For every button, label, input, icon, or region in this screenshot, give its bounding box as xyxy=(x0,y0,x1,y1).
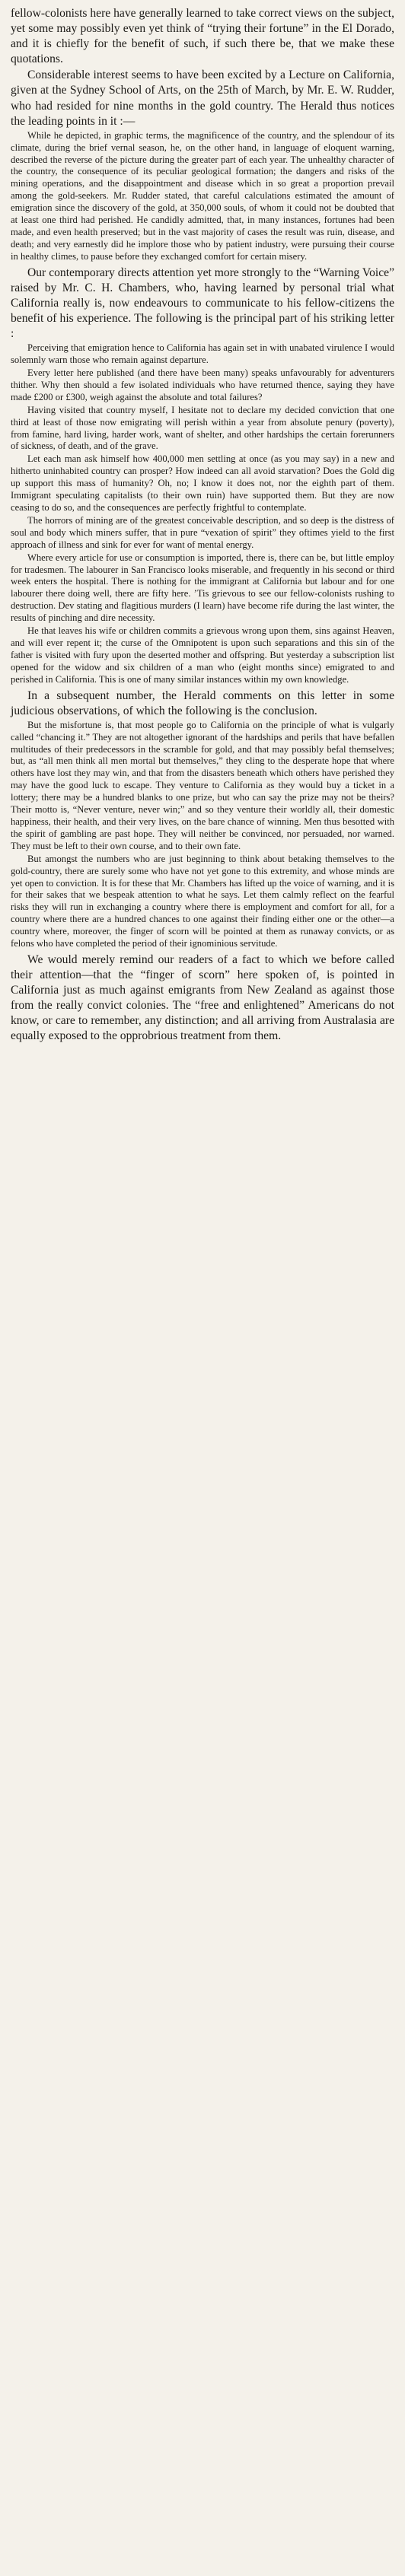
quoted-paragraph-letter-5: The horrors of mining are of the greatest conceivable description, and so deep is the distress of soul and body which miners suffer, that in pure “vexation of spirit” they oftimes yield to the first approach of illness and sink for ever for want of mental energy. xyxy=(11,514,394,550)
quoted-paragraph-letter-6: Where every article for use or consumption is imported, there is, there can be, but little employ for tradesmen. The labourer in San Francisco looks miserable, and frequently in his second or third week enters the hospital. There is nothing for the immigrant at California but labour and for one labourer there doing well, there are fifty here. ’Tis grievous to see our fellow-colonists rushing to destruction. Dev stating and flagitious murders (I learn) have become rife during the last winter, the results of pinching and dire necessity. xyxy=(11,552,394,624)
quoted-paragraph-herald-2: But amongst the numbers who are just beginning to think about betaking themselves to the gold-country, there are surely some who have not yet gone to this extremity, and whose minds are yet open to conviction. It is for these that Mr. Chambers has lifted up the voice of warning, and it is for their sakes that we bespeak attention to what he says. Let them calmly reflect on the fearful risks they will run in exchanging a country where there is employment and comfort for all, for a country where there are a hundred chances to one against their finding either one or the other—a country where, moreover, the finger of scorn will be pointed at them as runaway convicts, or as felons who have completed the period of their ignominious servitude. xyxy=(11,853,394,949)
quoted-paragraph-letter-3: Having visited that country myself, I hesitate not to declare my decided conviction that one third at least of those now emigrating will perish within a year from absolute penury (poverty), from famine, hard living, harder work, want of shelter, and other hardships the certain forerunners of sickness, of death, and of the grave. xyxy=(11,404,394,452)
quoted-paragraph-lecture: While he depicted, in graphic terms, the magnificence of the country, and the splendour of its climate, during the brief vernal season, he, on the other hand, in language of eloquent warning, described the reverse of the picture during the greater part of each year. The unhealthy character of the country, the consequence of its peculiar geological formation; the dangers and risks of the mining operations, and the disappointment and disease which in so great a proportion prevail among the gold-seekers. Mr. Rudder stated, that careful calculations estimated the amount of emigration since the discovery of the gold, at 350,000 souls, of whom it could not be doubted that at least one third had perished. He candidly admitted, that, in many instances, fortunes had been made, and even health preserved; but in the vast majority of cases the result was ruin, disease, and death; and very earnestly did he implore those who by patient industry, were pursuing their course in healthy climes, to pause before they exchanged comfort for certain misery. xyxy=(11,129,394,262)
paragraph-conclusion: We would merely remind our readers of a fact to which we before called their attention—that the “finger of scorn” here spoken of, is pointed in California just as much against emigrants from New Zealand as against those from the really convict colonies. The “free and enlightened” Americans do not know, or care to remember, any distinction; and all arriving from Australasia are equally exposed to the opprobrious treatment from them. xyxy=(11,952,394,1043)
quoted-paragraph-letter-4: Let each man ask himself how 400,000 men settling at once (as you may say) in a new and hitherto uninhabited country can prosper? How indeed can all avoid starvation? Does the Gold dig up support this mass of humanity? Oh, no; I know it does not, nor the eighth part of them. Immigrant speculating capitalists (to their own ruin) have supported them. But they are now ceasing to do so, and the consequences are perfectly frightful to contemplate. xyxy=(11,453,394,513)
quoted-paragraph-herald-1: But the misfortune is, that most people go to California on the principle of what is vulgarly called “chancing it.” They are not altogether ignorant of the hardships and perils that have befallen multitudes of their predecessors in the scramble for gold, and that may possibly befal themselves; but, as “all men think all men mortal but themselves,” they cling to the desperate hope that where others have lost they may win, and that from the disasters beneath which others have perished they may have the good luck to escape. They venture to California as they would buy a ticket in a lottery; there may be a hundred blanks to one prize, but who can say the prize may not be theirs? Their motto is, “Never venture, never win;” and so they venture their worldly all, their domestic happiness, their health, and their very lives, on the bare chance of winning. Men thus besotted with the spirit of gambling are past hope. They will neither be convinced, nor persuaded, nor warned. They must be left to their own course, and to their own fate. xyxy=(11,719,394,851)
paragraph-intro: fellow-colonists here have generally learned to take correct views on the subject, yet some may possibly even yet think of “trying their fortune” in the El Dorado, and it is chiefly for the benefit of such, if such there be, that we make these quotations. xyxy=(11,7,394,66)
paragraph-warning-voice: Our contemporary directs attention yet more strongly to the “Warning Voice” raised by Mr. C. H. Chambers, who, having learned by personal trial what California really is, now endeavours to communicate to his fellow-citizens the benefit of his experience. The following is the principal part of his striking letter : xyxy=(11,266,394,341)
paragraph-lecture-intro: Considerable interest seems to have been excited by a Lecture on California, given at the Sydney School of Arts, on the 25th of March, by Mr. E. W. Rudder, who had resided for nine months in the gold country. The Herald thus notices the leading points in it :— xyxy=(11,68,394,128)
paragraph-herald-comments: In a subsequent number, the Herald comments on this letter in some judicious observations, of which the following is the conclusion. xyxy=(11,689,394,717)
quoted-paragraph-letter-2: Every letter here published (and there have been many) speaks unfavourably for adventurers thither. Why then should a few isolated individuals who have returned thence, saying they have made £200 or £300, weigh against the absolute and total failures? xyxy=(11,367,394,402)
quoted-paragraph-letter-1: Perceiving that emigration hence to California has again set in with unabated virulence I would solemnly warn those who remain against departure. xyxy=(11,342,394,366)
quoted-paragraph-letter-7: He that leaves his wife or children commits a grievous wrong upon them, sins against Heaven, and will ever repent it; the curse of the Omnipotent is upon such separations and this sin of the father is visited with fury upon the deserted mother and offspring. But yesterday a subscription list opened for the widow and six children of a man who (eight months since) emigrated to and perished in California. This is one of many similar instances within my own knowledge. xyxy=(11,625,394,685)
